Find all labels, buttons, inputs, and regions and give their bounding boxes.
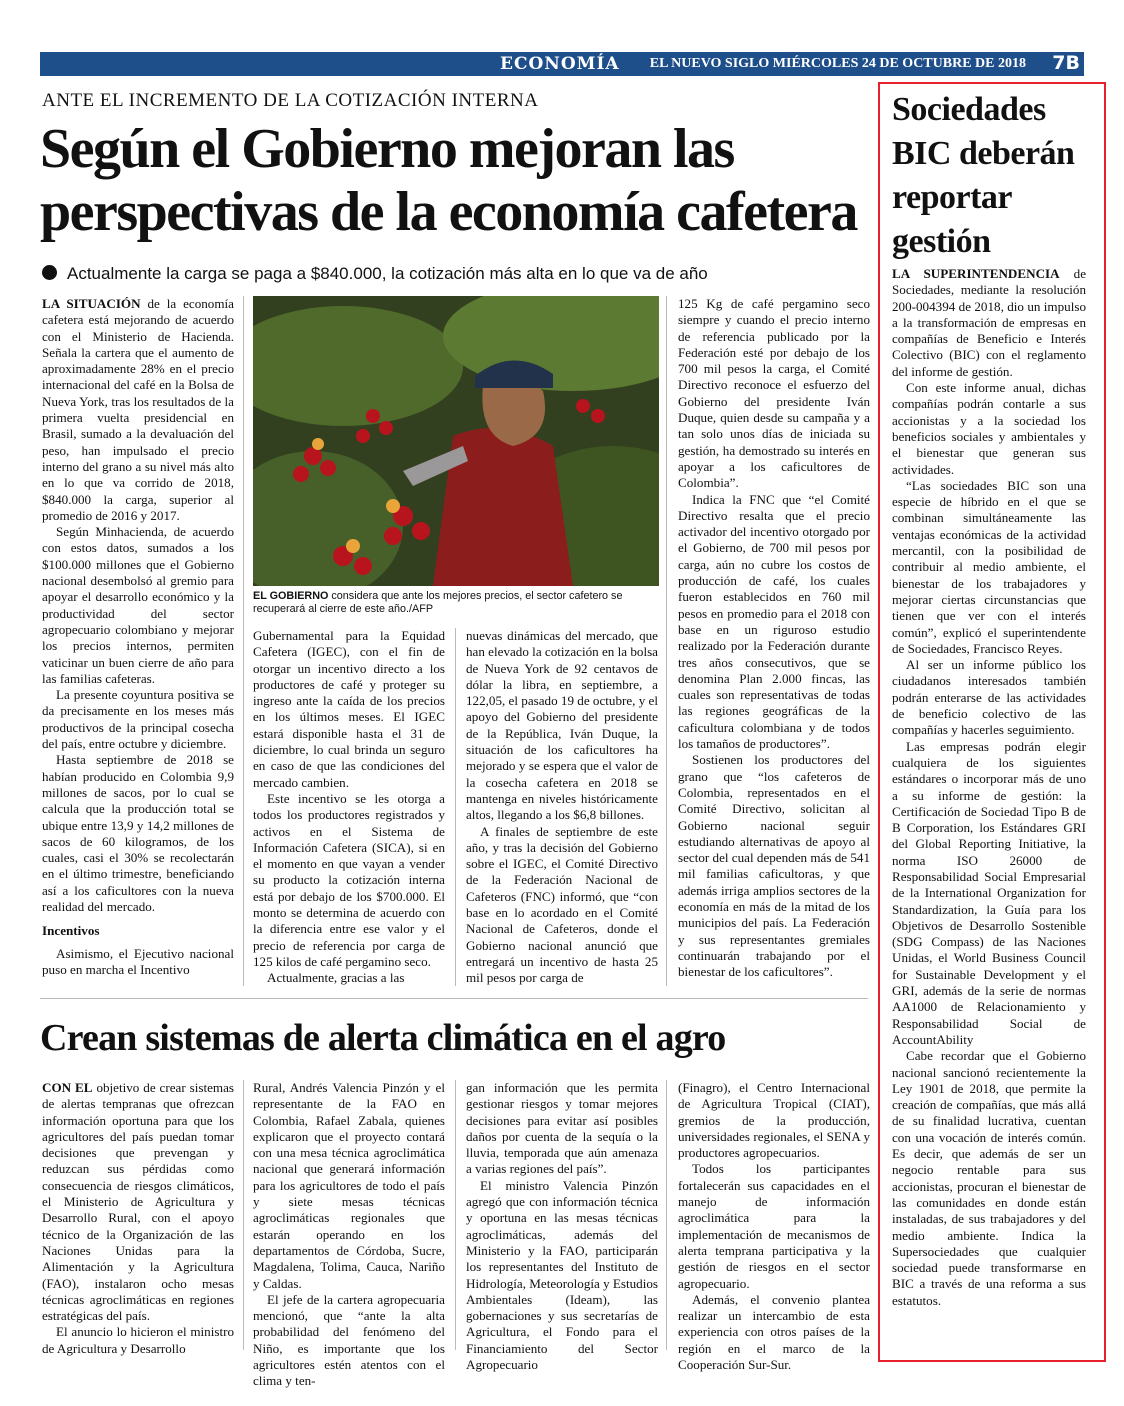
column-divider xyxy=(243,296,244,986)
paragraph: Al ser un informe público los ciudadanos interesados también podrán enterarse de las actividades de beneficio colectivo de las compañías y hacerles seguimiento. xyxy=(892,657,1086,738)
coffee-harvest-photo xyxy=(253,296,659,586)
second-column-2 xyxy=(253,1080,445,1390)
paragraph: 125 Kg de café pergamino seco siempre y cuando el precio interno de referencia publicado por la Federación esté por debajo de los 700 mil pesos la carga, el Comité Directivo reconoce el esfuerzo del Gobierno del presidente Iván Duque, quien desde su campaña y a tan solo unos días de iniciada su gestión, ha demostrado su interés en apoyar a los caficultores de Colombia”. xyxy=(678,296,870,491)
second-column-3 xyxy=(466,1080,658,1373)
paragraph: Todos los participantes fortalecerán sus capacidades en el manejo de información agroclimática para la implementación de mecanismos de alerta temprana participativa y la gestión de riesgos en el sector agropecuario. xyxy=(678,1161,870,1291)
deck-text: Actualmente la carga se paga a $840.000, la cotización más alta en lo que va de año xyxy=(67,264,708,283)
publication-date: EL NUEVO SIGLO MIÉRCOLES 24 DE OCTUBRE DE 2018 xyxy=(649,56,1026,71)
paragraph: Con este informe anual, dichas compañías podrán contarle a sus accionistas y a la sociedad los beneficios sociales y ambientales y el bienestar que generan sus actividades. xyxy=(892,380,1086,477)
paragraph: de la economía cafetera está mejorando de acuerdo con el Ministerio de Hacienda. Señala la cartera que el aumento de aproximadamente 28% en el precio internacional del café en la Bolsa de Nueva York, tras los resultados de la primera vuelta presidencial en Brasil, sumado a la devaluación del peso, han impulsado el precio interno del grano a su nivel más alto en lo que va corrido de 2018, $840.000 la carga, superior al promedio de 2016 y 2017. xyxy=(42,296,234,523)
paragraph: “Las sociedades BIC son una especie de híbrido en el que se combinan simultáneamente las ventajas económicas de la actividad mercantil, con la posibilidad de contribuir al medio ambiente, el bienestar de los trabajadores y mejorar ciertas circunstancias que tienen que ver con el interés común”, explicó el superintendente de Sociedades, Francisco Reyes. xyxy=(892,477,1086,656)
article-headline: Según el Gobierno mejoran las perspectivas de la economía cafetera xyxy=(40,118,857,243)
paragraph: de Sociedades, mediante la resolución 200-004394 de 2018, dio un impulso a la transformación de empresas en compañías de Beneficio e Interés Colectivo (BIC) con el reglamento del informe de gestión. xyxy=(892,266,1086,379)
paragraph: Según Minhacienda, de acuerdo con estos datos, sumados a los $100.000 millones que el Gobierno nacional desembolsó al gremio para apoyar el desarrollo económico y la productividad del sector agropecuario colombiano y mejorar los precios internos, permiten vaticinar un buen cierre de año para las familias cafeteras. xyxy=(42,524,234,686)
paragraph: Las empresas podrán elegir cualquiera de los siguientes estándares o incorporar más de uno a su informe de gestión: la Certificación de Sociedad Tipo B de B Corporation, los Estándares GRI del Global Reporting Initiative, la norma ISO 26000 de Responsabilidad Social Empresarial de la International Organization for Standardization, la Guía para los Objetivos de Desarrollo Sostenible (SDG Compass) de las Naciones Unidas, el World Business Council for Sustainable Development y el GRI, además de la serie de normas AA1000 de Relacionamiento y Responsabilidad Social de AccountAbility xyxy=(892,738,1086,1047)
article-column-2 xyxy=(253,628,445,987)
sidebar-title: Sociedades BIC deberán reportar gestión xyxy=(892,91,1075,260)
second-column-1 xyxy=(42,1080,234,1357)
caption-lead: EL GOBIERNO xyxy=(253,590,329,602)
paragraph: Rural, Andrés Valencia Pinzón y el representante de la FAO en Colombia, Rafael Zabala, quienes explicaron que el proyecto contará con una mesa técnica agroclimática nacional que generará información para los agricultores de todo el país y siete mesas técnicas agroclimáticas regionales que estarán operando en los departamentos de Córdoba, Sucre, Magdalena, Tolima, Cauca, Nariño y Caldas. xyxy=(253,1080,445,1291)
paragraph: A finales de septiembre de este año, y tras la decisión del Gobierno sobre el IGEC, el Comité Directivo de la Federación Nacional de Cafeteros (FNC) informó, que “con base en lo acordado en el Comité Nacional de Cafeteros, donde el Gobierno nacional anunció que entregará un incentivo de hasta 25 mil pesos por carga de xyxy=(466,823,658,986)
lead-in: CON EL xyxy=(42,1080,93,1095)
photo-caption xyxy=(253,590,663,616)
second-article-headline: Crean sistemas de alerta climática en el agro xyxy=(40,1017,726,1059)
article-column-3 xyxy=(466,628,658,987)
article-deck xyxy=(42,264,862,284)
paragraph: nuevas dinámicas del mercado, que han elevado la cotización en la bolsa de Nueva York de 92 centavos de dólar la libra, en septiembre, a 122,05, el pasado 19 de octubre, y el apoyo del Gobierno del presidente de la República, Iván Duque, la situación de los caficultores ha mejorado y se espera que el valor de la cosecha cafetera en 2018 se mantenga en niveles históricamente altos, llegando a los $6,8 billones. xyxy=(466,628,658,823)
paragraph: Gubernamental para la Equidad Cafetera (IGEC), con el fin de otorgar un incentivo directo a los productores de café y proteger su ingreso ante la caída de los precios en los últimos meses. El IGEC estará disponible hasta el 31 de diciembre, lo cual brinda un seguro en caso de que las condiciones del mercado cambien. xyxy=(253,628,445,790)
paragraph: Indica la FNC que “el Comité Directivo resalta que el precio activador del incentivo otorgado por el Gobierno, de 700 mil pesos por carga, aún no cubre los costos de producción de café, los cuales fueron establecidos en 760 mil pesos en promedio para el 2018 con base en un riguroso estudio realizado por la Federación durante tres años consecutivos, que se denomina Plan 2.000 fincas, las cuales son representativas de todas las regiones geográficas de la caficultura colombiana y de todos los tamaños de productores”. xyxy=(678,491,870,752)
paragraph: (Finagro), el Centro Internacional de Agricultura Tropical (CIAT), gremios de la producción, universidades regionales, el SENA y productores agropecuarios. xyxy=(678,1080,870,1161)
caption-text: considera que ante los mejores precios, el sector cafetero se recuperará al cierre de este año./AFP xyxy=(253,590,623,615)
photo-illustration xyxy=(253,296,659,586)
paragraph: Además, el convenio plantea realizar un intercambio de esta experiencia con otros países de la región en el marco de la Cooperación Sur-Sur. xyxy=(678,1291,870,1373)
paragraph: Actualmente, gracias a las xyxy=(267,970,405,986)
paragraph: Cabe recordar que el Gobierno nacional sancionó recientemente la Ley 1901 de 2018, que permite la creación de compañías, que más allá de su finalidad lucrativa, cuentan con una vocación de interés común. Es decir, que además de ser un negocio rentable para sus accionistas, procuran el bienestar de las comunidades en donde están instaladas, de sus trabajadores y del medio ambiente. Indica la Supersociedades que cualquier sociedad puede transformarse en BIC a través de una reforma a sus estatutos. xyxy=(892,1048,1086,1308)
article-separator xyxy=(40,998,868,999)
paragraph: La presente coyuntura positiva se da precisamente en los meses más productivos de la principal cosecha del país, entre octubre y diciembre. xyxy=(42,687,234,752)
section-name: ECONOMÍA xyxy=(500,54,620,74)
paragraph: Sostienen los productores del grano que “los cafeteros de Colombia, representados en el Comité Directivo, solicitan al Gobierno nacional seguir estudiando alternativas de apoyo al sector del cual dependen más de 541 mil familias caficultoras, y que además irriga amplios sectores de la economía en más de la mitad de los municipios del país. La Federación y sus representantes gremiales continuarán trabajando por el bienestar de los caficultores”. xyxy=(678,752,870,980)
paragraph: gan información que les permita gestionar riesgos y tomar mejores decisiones para evitar así posibles daños por cuenta de la sequía o la lluvia, temporada que aún amenaza a varias regiones del país”. xyxy=(466,1080,658,1177)
paragraph: Este incentivo se les otorga a todos los productores registrados y activos en el Sistema de Información Cafetera (SICA), si en el momento en que vayan a vender su producto la cotización interna está por debajo de los $700.000. El monto se determina de acuerdo con la diferencia entre ese valor y el precio de referencia por carga de 125 kilos de café pergamino seco. xyxy=(253,790,445,969)
section-header-bar xyxy=(40,52,1084,76)
paragraph: El anuncio lo hicieron el ministro de Agricultura y Desarrollo xyxy=(42,1324,234,1356)
bullet-icon xyxy=(42,265,57,280)
column-divider xyxy=(666,1080,667,1350)
paragraph: objetivo de crear sistemas de alertas tempranas que ofrezcan información oportuna para que los agricultores del país puedan tomar decisiones que prevengan y reduzcan sus pérdidas como consecuencia de riesgos climáticos, el Ministerio de Agricultura y Desarrollo Rural, con el apoyo técnico de la Organización de las Naciones Unidas para la Alimentación y la Agricultura (FAO), instalaron ocho mesas técnicas agroclimáticas en regiones estratégicas del país. xyxy=(42,1080,235,1324)
page-number: 7B xyxy=(1052,52,1080,74)
second-column-4 xyxy=(678,1080,870,1373)
lead-in: LA SITUACIÓN xyxy=(42,296,141,311)
article-column-1 xyxy=(42,296,234,978)
column-divider xyxy=(455,1080,456,1350)
paragraph: El ministro Valencia Pinzón agregó que con información técnica y oportuna en las mesas técnicas agroclimáticas, además del Ministerio y la FAO, participarán los representantes del Instituto de Hidrología, Meteorología y Estudios Ambientales (Ideam), las gobernaciones y sus secretarías de Agricultura, el Fondo para el Financiamiento del Sector Agropecuario xyxy=(466,1177,659,1373)
column-divider xyxy=(666,296,667,986)
column-divider xyxy=(243,1080,244,1350)
article-kicker: ANTE EL INCREMENTO DE LA COTIZACIÓN INTERNA xyxy=(42,90,539,111)
paragraph: Asimismo, el Ejecutivo nacional puso en marcha el Incentivo xyxy=(42,945,234,977)
column-divider xyxy=(455,628,456,986)
paragraph: El jefe de la cartera agropecuaria mencionó, que “ante la alta probabilidad del fenómeno del Niño, es importante que los agricultores estén atentos con el clima y ten- xyxy=(253,1291,445,1389)
subheading: Incentivos xyxy=(42,923,100,939)
lead-in: LA SUPERINTENDENCIA xyxy=(892,266,1060,281)
paragraph: Hasta septiembre de 2018 se habían producido en Colombia 9,9 millones de sacos, por lo cual se calcula que la producción total se ubique entre 13,9 y 14,2 millones de sacos de 60 kilogramos, de los cuales, casi el 30% se recolectarán en el último trimestre, beneficiando así a los caficultores con la nueva realidad del mercado. xyxy=(42,752,234,914)
article-column-4 xyxy=(678,296,870,980)
sidebar-column xyxy=(892,266,1086,1309)
